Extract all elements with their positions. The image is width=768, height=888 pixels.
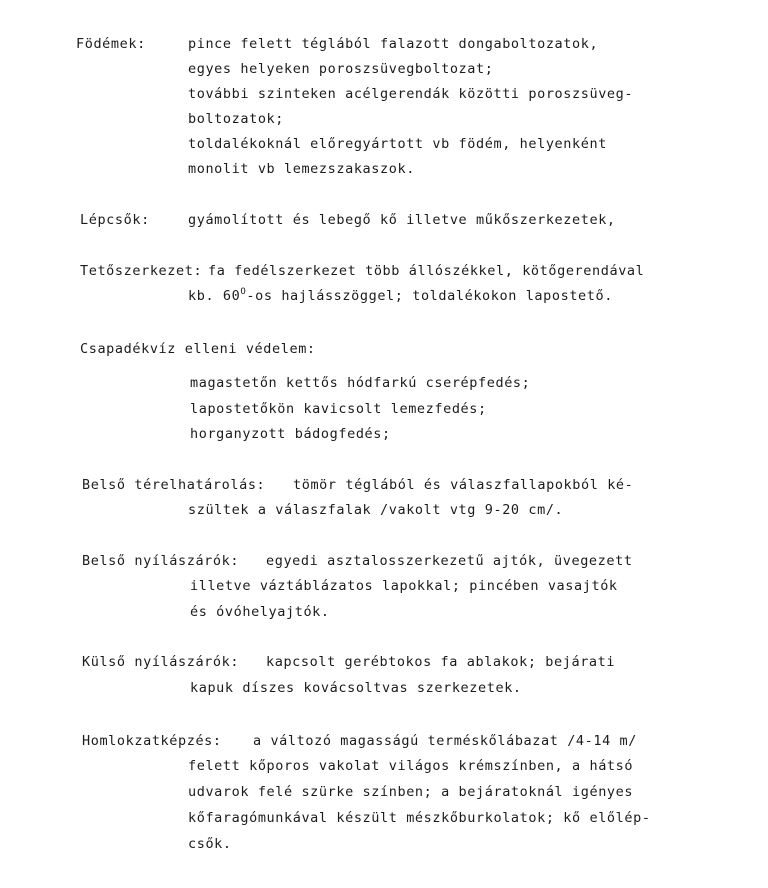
belso-nyilaszarok-line-3: és óvóhelyajtók. [190, 604, 330, 620]
kulso-nyilaszarok-line-2: kapuk díszes kovácsoltvas szerkezetek. [190, 680, 522, 696]
tetoszerkezet-line-1: fa fedélszerkezet több állószékkel, kötőgerendával [208, 263, 645, 279]
belso-terelhatarolas-line-1: tömör téglából és válaszfallapokból ké- [293, 477, 634, 493]
tetoszerkezet-label: Tetőszerkezet: [80, 263, 203, 279]
tetoszerkezet-line-2-before: kb. 60 [188, 288, 241, 304]
homlokzatkepzes-line-3: udvarok felé szürke színben; a bejáratoknál igényes [188, 784, 634, 800]
fodemek-label: Födémek: [76, 36, 146, 52]
fodemek-line-6: monolit vb lemezszakaszok. [188, 161, 415, 177]
lepcsok-line-1: gyámolított és lebegő kő illetve műkőszerkezetek, [188, 212, 616, 228]
csapadekviz-line-3: horganyzott bádogfedés; [190, 426, 391, 442]
homlokzatkepzes-line-2: felett kőporos vakolat világos krémszínben, a hátsó [188, 758, 634, 774]
belso-terelhatarolas-label: Belső térelhatárolás: [82, 477, 266, 493]
fodemek-line-4: boltozatok; [188, 111, 285, 127]
csapadekviz-line-2: lapostetőkön kavicsolt lemezfedés; [190, 401, 487, 417]
degree-superscript: O [240, 287, 247, 297]
homlokzatkepzes-line-5: csők. [188, 836, 232, 852]
homlokzatkepzes-line-1: a változó magasságú terméskőlábazat /4-14 m/ [253, 733, 638, 749]
belso-nyilaszarok-line-1: egyedi asztalosszerkezetű ajtók, üvegezett [266, 553, 633, 569]
csapadekviz-line-1: magastetőn kettős hódfarkú cserépfedés; [190, 375, 531, 391]
csapadekviz-label: Csapadékvíz elleni védelem: [80, 341, 316, 357]
belso-terelhatarolas-line-2: szültek a válaszfalak /vakolt vtg 9-20 cm/. [188, 502, 564, 518]
tetoszerkezet-line-2-after: -os hajlásszöggel; toldalékokon lapostető. [246, 288, 613, 304]
fodemek-line-5: toldalékoknál előregyártott vb födém, helyenként [188, 136, 607, 152]
homlokzatkepzes-label: Homlokzatképzés: [82, 733, 222, 749]
tetoszerkezet-line-2 [188, 287, 613, 305]
fodemek-line-1: pince felett téglából falazott dongaboltozatok, [188, 36, 599, 52]
homlokzatkepzes-line-4: kőfaragómunkával készült mészkőburkolatok; kő előlép- [188, 810, 651, 826]
lepcsok-label: Lépcsők: [80, 212, 150, 228]
fodemek-line-2: egyes helyeken poroszsüvegboltozat; [188, 61, 494, 77]
belso-nyilaszarok-label: Belső nyílászárók: [82, 553, 240, 569]
fodemek-line-3: további szinteken acélgerendák közötti poroszsüveg- [188, 86, 634, 102]
kulso-nyilaszarok-line-1: kapcsolt gerébtokos fa ablakok; bejárati [266, 654, 616, 670]
kulso-nyilaszarok-label: Külső nyílászárók: [82, 654, 240, 670]
belso-nyilaszarok-line-2: illetve váztáblázatos lapokkal; pincében vasajtók [190, 578, 618, 594]
